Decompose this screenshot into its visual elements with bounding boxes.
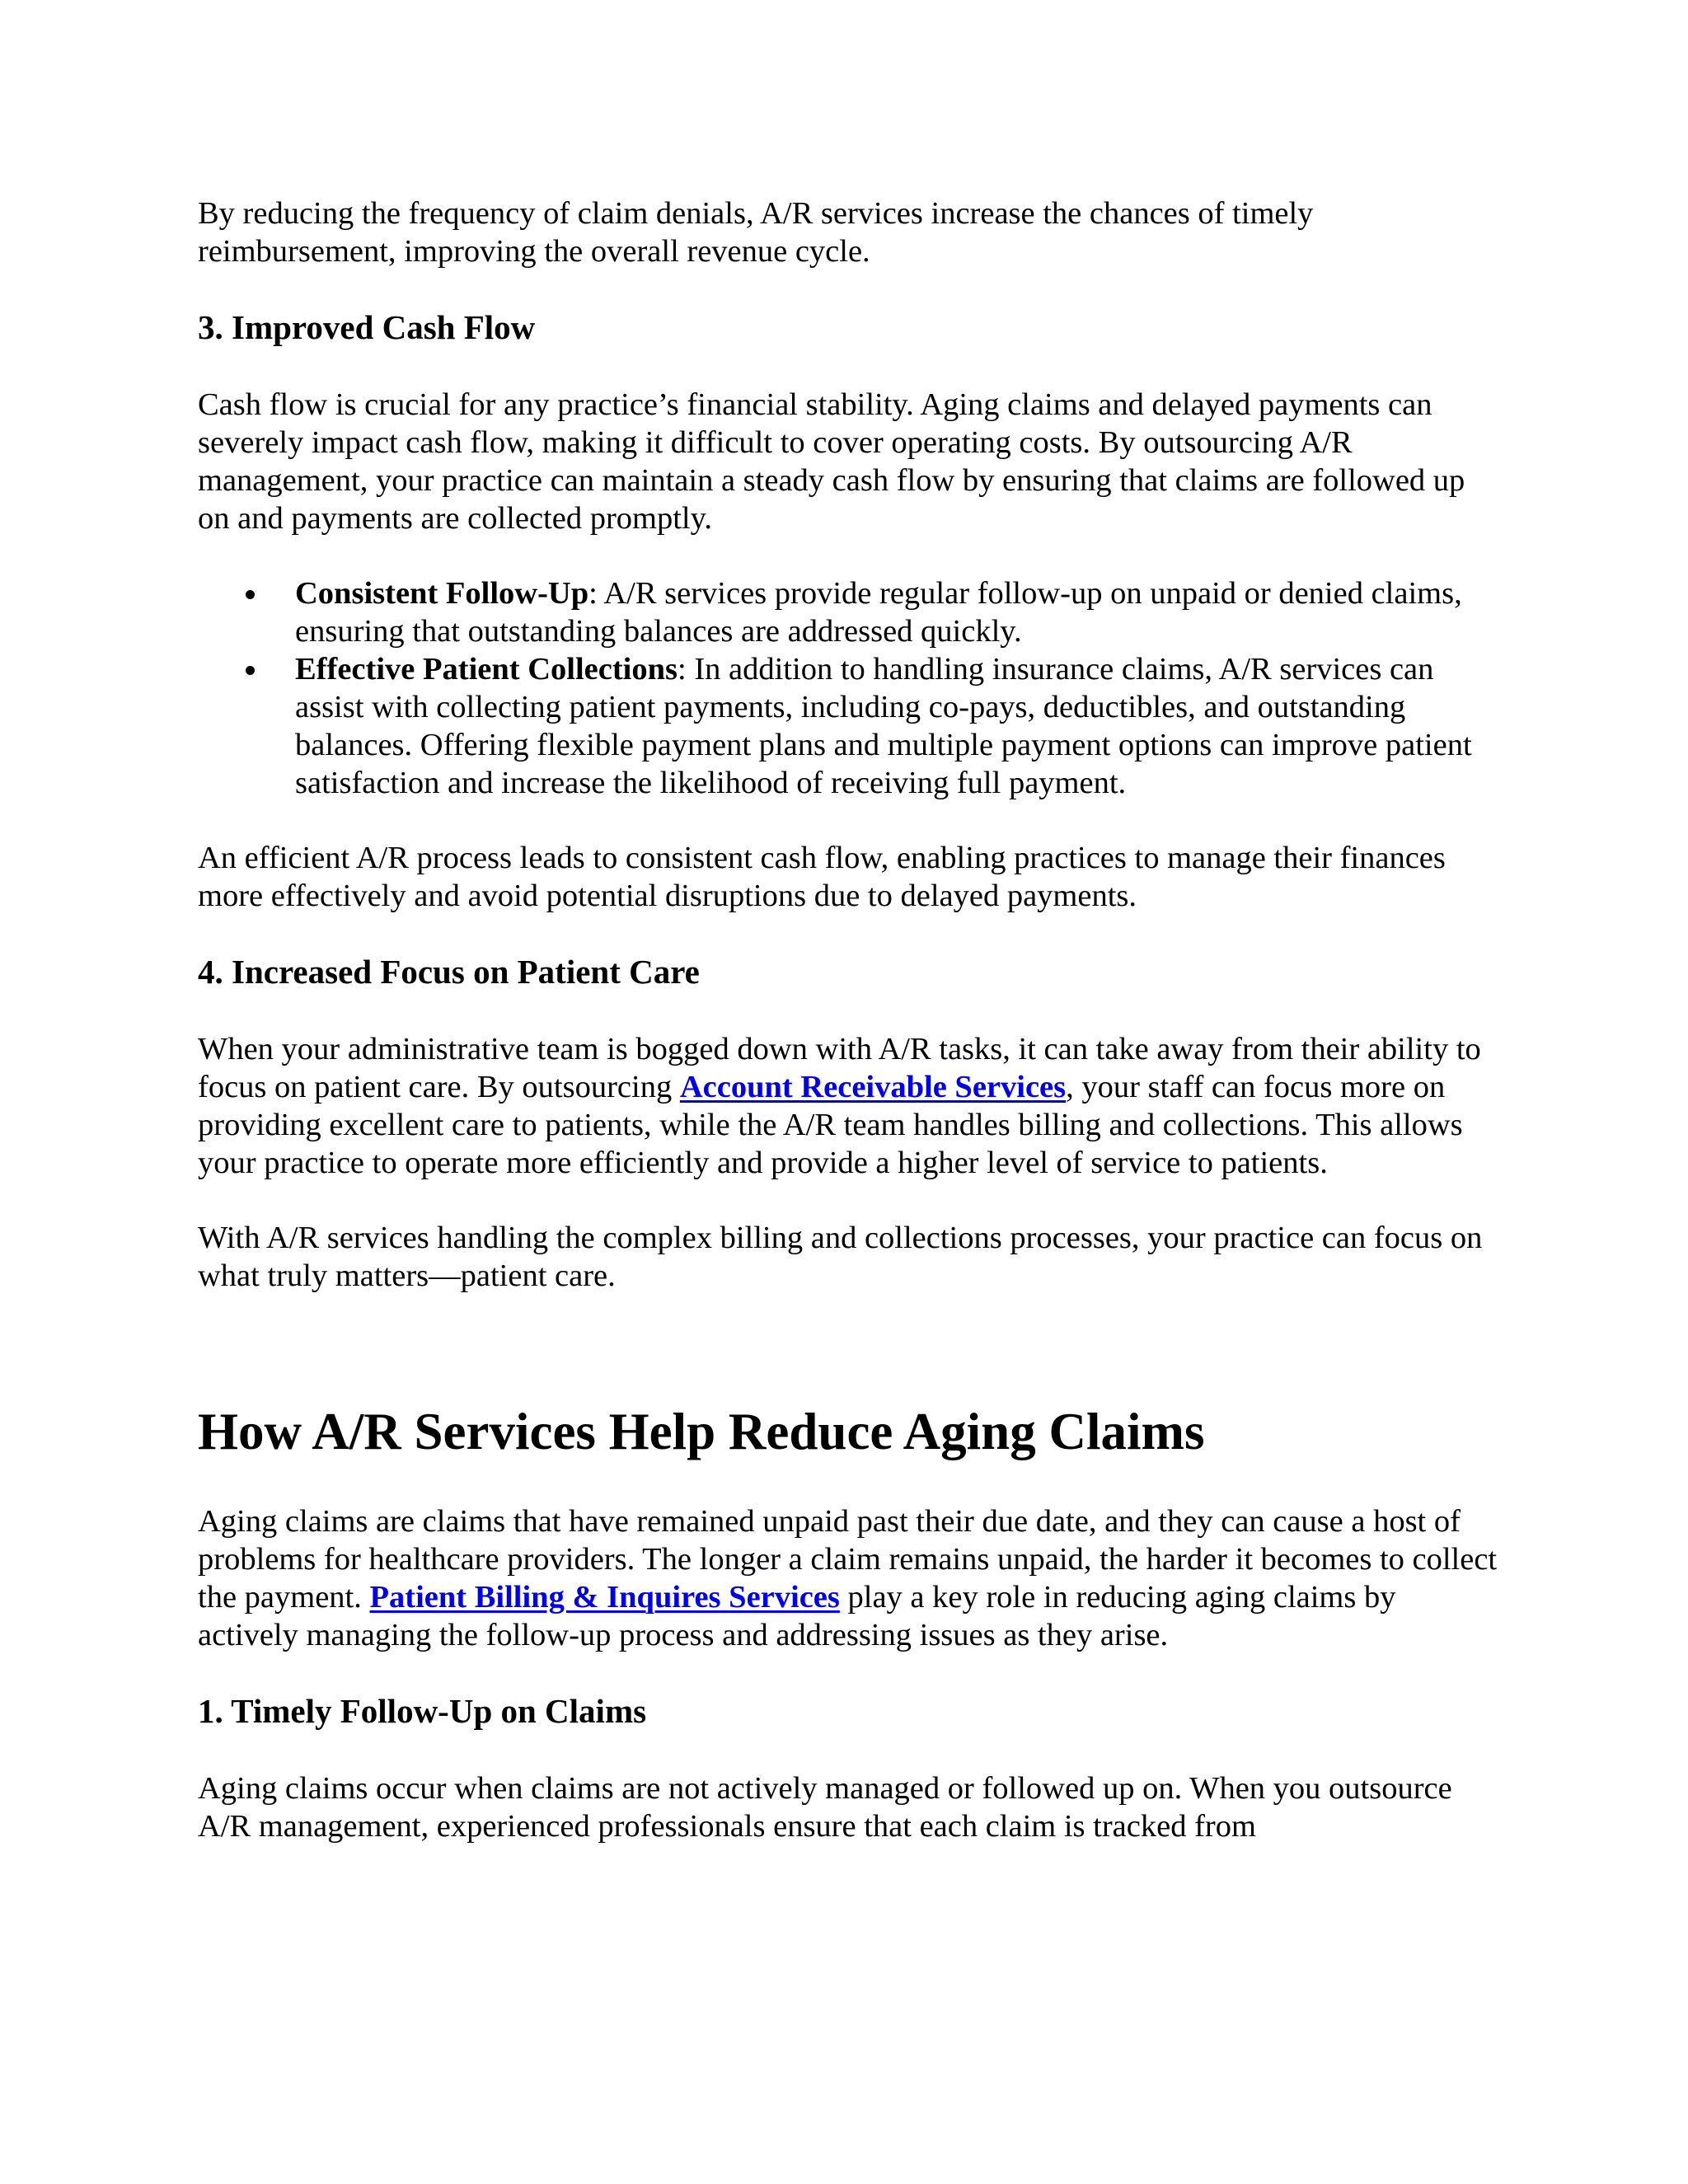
aging-text-before: Aging claims are claims that have remained unpaid past their due date, and they can cause a host of problems for healthcare providers. The longer a claim remains unpaid, the harder it becomes to collect the payment. [198,1504,1498,1615]
document-page [198,194,1500,1845]
timely-follow-up-paragraph: Aging claims occur when claims are not actively managed or followed up on. When you outsource A/R management, experienced professionals ensure that each claim is tracked from [198,1771,1452,1844]
bullet-term: Effective Patient Collections [295,652,678,687]
cash-flow-bullet-list [198,574,1500,802]
bullet-dot-icon [246,666,255,675]
bullet-text: : In addition to handling insurance claims, A/R services can assist with collecting patient payments, including co-pays, deductibles, and outstanding balances. Offering flexible payment plans and multiple payment options can improve patient satisfaction and increase the likelihood of receiving full payment. [295,652,1472,800]
bullet-text: : A/R services provide regular follow-up on unpaid or denied claims, ensuring that outstanding balances are addressed quickly. [295,576,1462,649]
bullet-effective-patient-collections [198,650,1500,802]
bullet-term: Consistent Follow-Up [295,576,589,611]
patient-care-paragraph [198,1030,1500,1182]
efficient-process-paragraph: An efficient A/R process leads to consistent cash flow, enabling practices to manage their finances more effectively and avoid potential disruptions due to delayed payments. [198,841,1446,913]
bullet-consistent-follow-up [198,574,1500,650]
cash-flow-paragraph: Cash flow is crucial for any practice’s financial stability. Aging claims and delayed payments can severely impact cash flow, making it difficult to cover operating costs. By outsourcing A/R management, your practice can maintain a steady cash flow by ensuring that claims are followed up on and payments are collected promptly. [198,387,1465,536]
patient-billing-inquires-services-link[interactable]: Patient Billing & Inquires Services [369,1580,840,1615]
account-receivable-services-link[interactable]: Account Receivable Services [679,1070,1067,1104]
heading-reduce-aging-claims: How A/R Services Help Reduce Aging Claims [198,1403,1205,1460]
heading-improved-cash-flow: 3. Improved Cash Flow [198,308,536,346]
heading-increased-focus-patient-care: 4. Increased Focus on Patient Care [198,953,700,991]
patient-care-text-after: , your staff can focus more on providing excellent care to patients, while the A/R team handles billing and collections. This allows your practice to operate more efficiently and provide a higher level of service to patients. [198,1070,1463,1180]
intro-paragraph: By reducing the frequency of claim denials, A/R services increase the chances of timely reimbursement, improving the overall revenue cycle. [198,196,1314,269]
aging-text-after: play a key role in reducing aging claims by actively managing the follow-up process and addressing issues as they arise. [198,1580,1396,1652]
aging-claims-paragraph [198,1502,1500,1654]
with-ar-services-paragraph: With A/R services handling the complex billing and collections processes, your practice can focus on what truly matters—patient care. [198,1221,1483,1293]
bullet-dot-icon [246,590,255,599]
heading-timely-follow-up: 1. Timely Follow-Up on Claims [198,1692,647,1730]
patient-care-text-before: When your administrative team is bogged down with A/R tasks, it can take away from their ability to focus on patient care. By outsourcing [198,1032,1481,1104]
